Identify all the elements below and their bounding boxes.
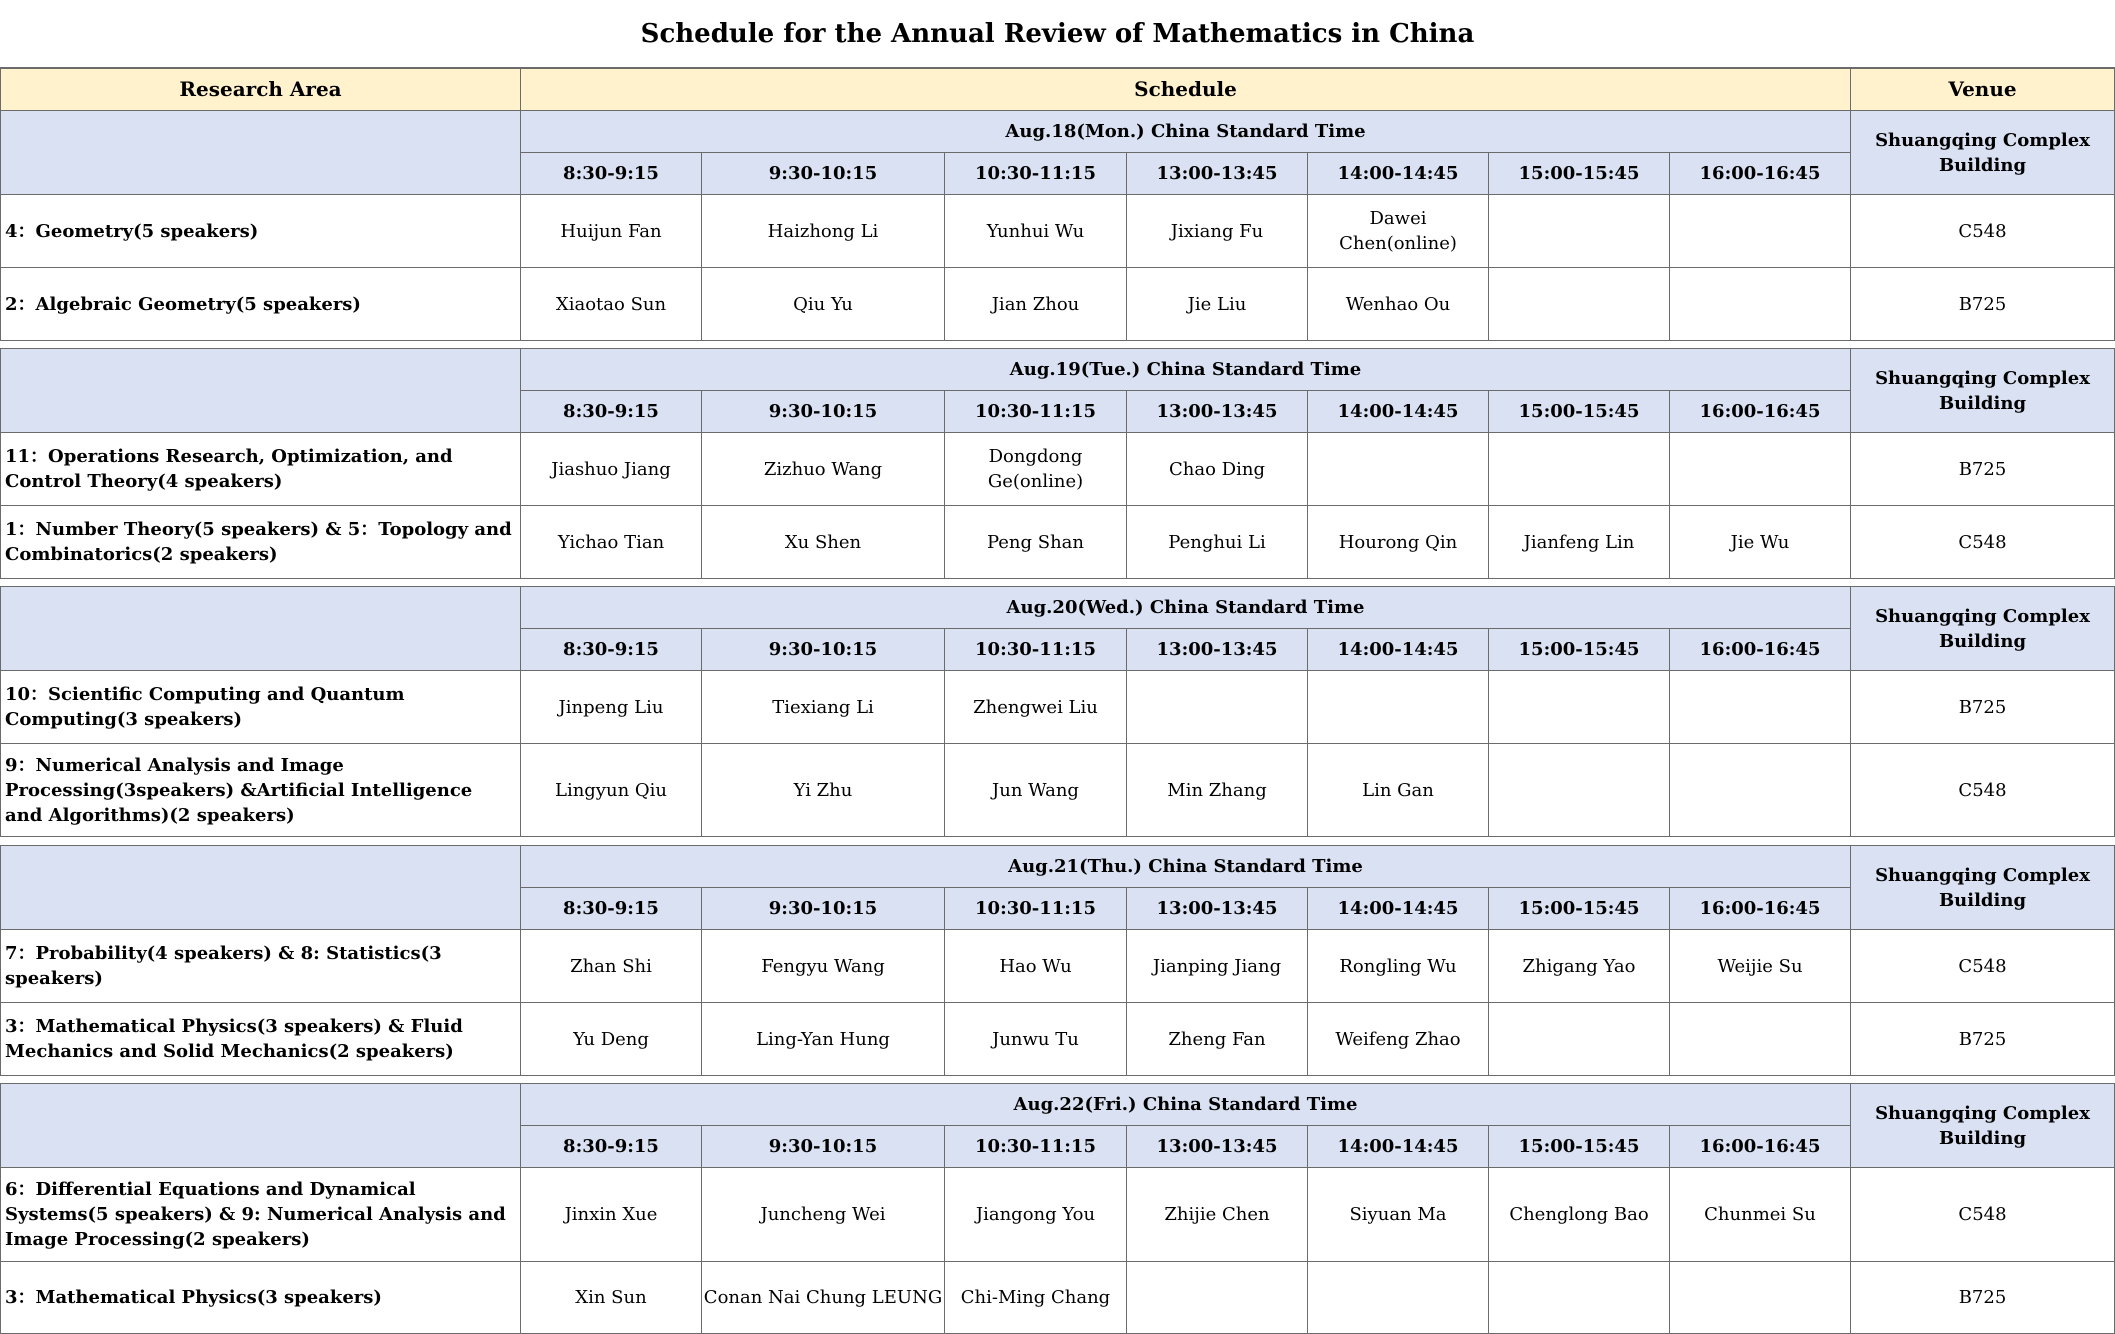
speaker-cell (1489, 433, 1670, 506)
time-slot-header: 16:00-16:45 (1670, 888, 1851, 930)
speaker-cell: Yunhui Wu (945, 195, 1127, 268)
time-slot-header: 10:30-11:15 (945, 153, 1127, 195)
speaker-cell: Jinxin Xue (521, 1168, 702, 1262)
header-schedule: Schedule (521, 68, 1851, 111)
speaker-cell: Zheng Fan (1127, 1003, 1308, 1076)
venue-room-cell: C548 (1851, 930, 2115, 1003)
speaker-cell: Chi-Ming Chang (945, 1262, 1127, 1334)
time-slot-header: 8:30-9:15 (521, 629, 702, 671)
day-date-header: Aug.21(Thu.) China Standard Time (521, 846, 1851, 888)
speaker-cell: Huijun Fan (521, 195, 702, 268)
day-date-header: Aug.19(Tue.) China Standard Time (521, 349, 1851, 391)
time-slot-header: 14:00-14:45 (1308, 629, 1489, 671)
speaker-cell: Zhengwei Liu (945, 671, 1127, 744)
time-slot-header: 10:30-11:15 (945, 888, 1127, 930)
speaker-cell: Conan Nai Chung LEUNG (702, 1262, 945, 1334)
speaker-cell: Dongdong Ge(online) (945, 433, 1127, 506)
speaker-cell (1670, 433, 1851, 506)
venue-building-label: Shuangqing Complex Building (1851, 587, 2115, 671)
venue-room-cell: C548 (1851, 1168, 2115, 1262)
speaker-cell (1308, 1262, 1489, 1334)
speaker-cell: Juncheng Wei (702, 1168, 945, 1262)
speaker-cell: Chunmei Su (1670, 1168, 1851, 1262)
venue-room-cell: C548 (1851, 195, 2115, 268)
speaker-cell (1127, 671, 1308, 744)
research-area-cell: 6：Differential Equations and Dynamical Systems(5 speakers) & 9: Numerical Analysis and Image Processing(2 speakers) (0, 1168, 521, 1262)
speaker-cell: Jun Wang (945, 744, 1127, 837)
speaker-cell: Fengyu Wang (702, 930, 945, 1003)
speaker-cell: Jianfeng Lin (1489, 506, 1670, 579)
speaker-cell: Weifeng Zhao (1308, 1003, 1489, 1076)
time-slot-header: 13:00-13:45 (1127, 1126, 1308, 1168)
speaker-cell (1670, 268, 1851, 341)
block-separator (0, 579, 2115, 587)
time-slot-header: 16:00-16:45 (1670, 1126, 1851, 1168)
venue-room-cell: C548 (1851, 506, 2115, 579)
research-area-cell: 11：Operations Research, Optimization, and Control Theory(4 speakers) (0, 433, 521, 506)
time-slot-header: 14:00-14:45 (1308, 888, 1489, 930)
speaker-cell: Lin Gan (1308, 744, 1489, 837)
venue-room-cell: B725 (1851, 671, 2115, 744)
speaker-cell: Qiu Yu (702, 268, 945, 341)
speaker-cell (1489, 195, 1670, 268)
time-slot-header: 9:30-10:15 (702, 888, 945, 930)
venue-building-label: Shuangqing Complex Building (1851, 111, 2115, 195)
speaker-cell (1489, 1003, 1670, 1076)
time-slot-header: 15:00-15:45 (1489, 391, 1670, 433)
research-area-blank (0, 846, 521, 930)
time-slot-header: 15:00-15:45 (1489, 153, 1670, 195)
speaker-cell: Jianping Jiang (1127, 930, 1308, 1003)
speaker-cell (1670, 195, 1851, 268)
speaker-cell: Jinpeng Liu (521, 671, 702, 744)
speaker-cell: Zhijie Chen (1127, 1168, 1308, 1262)
speaker-cell: Xu Shen (702, 506, 945, 579)
speaker-cell (1670, 1003, 1851, 1076)
venue-room-cell: B725 (1851, 433, 2115, 506)
research-area-cell: 7：Probability(4 speakers) & 8: Statistics(3 speakers) (0, 930, 521, 1003)
speaker-cell: Zhigang Yao (1489, 930, 1670, 1003)
time-slot-header: 10:30-11:15 (945, 629, 1127, 671)
speaker-cell (1308, 671, 1489, 744)
research-area-cell: 2：Algebraic Geometry(5 speakers) (0, 268, 521, 341)
day-date-header: Aug.22(Fri.) China Standard Time (521, 1084, 1851, 1126)
speaker-cell: Lingyun Qiu (521, 744, 702, 837)
time-slot-header: 14:00-14:45 (1308, 391, 1489, 433)
speaker-cell (1670, 671, 1851, 744)
header-research-area: Research Area (0, 68, 521, 111)
speaker-cell: Weijie Su (1670, 930, 1851, 1003)
speaker-cell: Jiangong You (945, 1168, 1127, 1262)
speaker-cell: Jie Liu (1127, 268, 1308, 341)
speaker-cell: Junwu Tu (945, 1003, 1127, 1076)
speaker-cell: Zhan Shi (521, 930, 702, 1003)
speaker-cell (1489, 1262, 1670, 1334)
time-slot-header: 9:30-10:15 (702, 153, 945, 195)
time-slot-header: 10:30-11:15 (945, 391, 1127, 433)
day-date-header: Aug.20(Wed.) China Standard Time (521, 587, 1851, 629)
venue-room-cell: C548 (1851, 744, 2115, 837)
research-area-cell: 1：Number Theory(5 speakers) & 5：Topology and Combinatorics(2 speakers) (0, 506, 521, 579)
speaker-cell: Peng Shan (945, 506, 1127, 579)
speaker-cell: Penghui Li (1127, 506, 1308, 579)
speaker-cell (1670, 744, 1851, 837)
time-slot-header: 9:30-10:15 (702, 629, 945, 671)
time-slot-header: 13:00-13:45 (1127, 153, 1308, 195)
time-slot-header: 16:00-16:45 (1670, 391, 1851, 433)
time-slot-header: 8:30-9:15 (521, 1126, 702, 1168)
venue-building-label: Shuangqing Complex Building (1851, 349, 2115, 433)
speaker-cell: Xin Sun (521, 1262, 702, 1334)
research-area-blank (0, 1084, 521, 1168)
speaker-cell: Zizhuo Wang (702, 433, 945, 506)
time-slot-header: 14:00-14:45 (1308, 1126, 1489, 1168)
research-area-blank (0, 111, 521, 195)
venue-room-cell: B725 (1851, 1003, 2115, 1076)
day-date-header: Aug.18(Mon.) China Standard Time (521, 111, 1851, 153)
time-slot-header: 15:00-15:45 (1489, 888, 1670, 930)
speaker-cell: Xiaotao Sun (521, 268, 702, 341)
speaker-cell (1670, 1262, 1851, 1334)
speaker-cell (1308, 433, 1489, 506)
block-separator (0, 1076, 2115, 1084)
speaker-cell (1127, 1262, 1308, 1334)
time-slot-header: 13:00-13:45 (1127, 391, 1308, 433)
time-slot-header: 8:30-9:15 (521, 153, 702, 195)
research-area-cell: 4：Geometry(5 speakers) (0, 195, 521, 268)
speaker-cell: Haizhong Li (702, 195, 945, 268)
time-slot-header: 8:30-9:15 (521, 888, 702, 930)
time-slot-header: 9:30-10:15 (702, 1126, 945, 1168)
time-slot-header: 10:30-11:15 (945, 1126, 1127, 1168)
research-area-blank (0, 349, 521, 433)
page-title: Schedule for the Annual Review of Mathematics in China (0, 0, 2115, 68)
speaker-cell: Tiexiang Li (702, 671, 945, 744)
speaker-cell: Yi Zhu (702, 744, 945, 837)
speaker-cell: Yichao Tian (521, 506, 702, 579)
speaker-cell (1489, 671, 1670, 744)
time-slot-header: 9:30-10:15 (702, 391, 945, 433)
speaker-cell: Hourong Qin (1308, 506, 1489, 579)
research-area-cell: 3：Mathematical Physics(3 speakers) & Fluid Mechanics and Solid Mechanics(2 speakers) (0, 1003, 521, 1076)
speaker-cell: Ling-Yan Hung (702, 1003, 945, 1076)
block-separator (0, 341, 2115, 349)
time-slot-header: 15:00-15:45 (1489, 629, 1670, 671)
venue-room-cell: B725 (1851, 268, 2115, 341)
speaker-cell: Min Zhang (1127, 744, 1308, 837)
speaker-cell: Jie Wu (1670, 506, 1851, 579)
speaker-cell: Rongling Wu (1308, 930, 1489, 1003)
speaker-cell: Jixiang Fu (1127, 195, 1308, 268)
research-area-cell: 9：Numerical Analysis and Image Processing(3speakers) &Artificial Intelligence and Algorithms)(2 speakers) (0, 744, 521, 837)
speaker-cell: Hao Wu (945, 930, 1127, 1003)
speaker-cell: Chenglong Bao (1489, 1168, 1670, 1262)
block-separator (0, 837, 2115, 846)
speaker-cell: Siyuan Ma (1308, 1168, 1489, 1262)
time-slot-header: 8:30-9:15 (521, 391, 702, 433)
header-venue: Venue (1851, 68, 2115, 111)
time-slot-header: 16:00-16:45 (1670, 629, 1851, 671)
time-slot-header: 14:00-14:45 (1308, 153, 1489, 195)
speaker-cell: Jiashuo Jiang (521, 433, 702, 506)
time-slot-header: 16:00-16:45 (1670, 153, 1851, 195)
venue-room-cell: B725 (1851, 1262, 2115, 1334)
venue-building-label: Shuangqing Complex Building (1851, 846, 2115, 930)
speaker-cell: Jian Zhou (945, 268, 1127, 341)
research-area-cell: 10：Scientific Computing and Quantum Computing(3 speakers) (0, 671, 521, 744)
time-slot-header: 15:00-15:45 (1489, 1126, 1670, 1168)
speaker-cell: Wenhao Ou (1308, 268, 1489, 341)
research-area-blank (0, 587, 521, 671)
speaker-cell: Yu Deng (521, 1003, 702, 1076)
speaker-cell (1489, 744, 1670, 837)
time-slot-header: 13:00-13:45 (1127, 888, 1308, 930)
venue-building-label: Shuangqing Complex Building (1851, 1084, 2115, 1168)
speaker-cell (1489, 268, 1670, 341)
research-area-cell: 3：Mathematical Physics(3 speakers) (0, 1262, 521, 1334)
speaker-cell: Dawei Chen(online) (1308, 195, 1489, 268)
time-slot-header: 13:00-13:45 (1127, 629, 1308, 671)
speaker-cell: Chao Ding (1127, 433, 1308, 506)
